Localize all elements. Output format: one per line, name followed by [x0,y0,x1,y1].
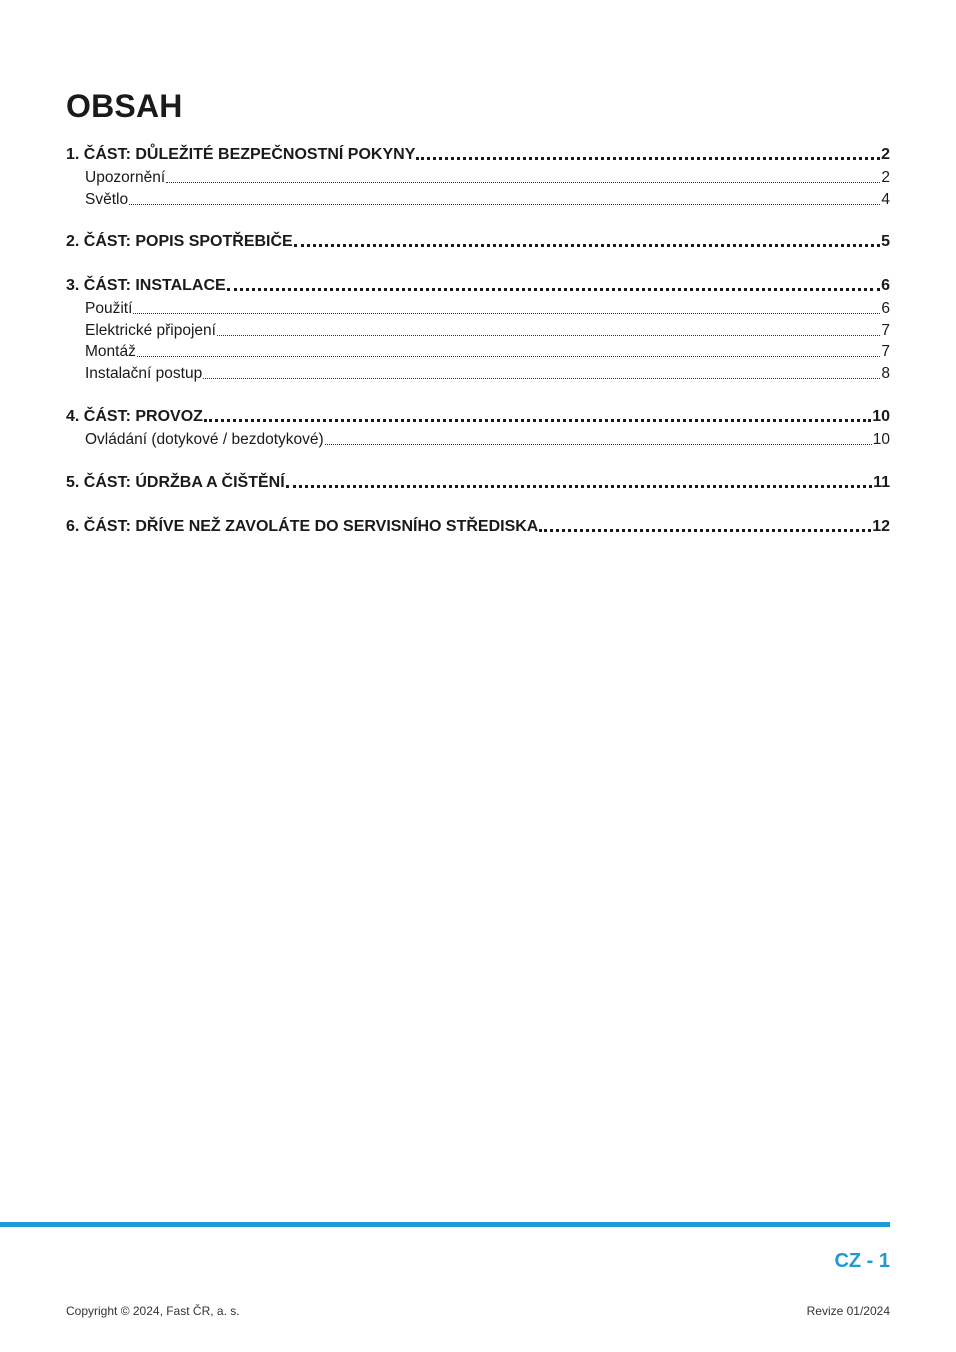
copyright-text: Copyright © 2024, Fast ČR, a. s. [66,1304,240,1318]
toc-entry-title: 2. ČÁST: POPIS SPOTŘEBIČE [66,233,293,250]
toc-section-elektricke-pripojeni[interactable] [66,322,890,340]
toc-page-number: 4 [881,191,890,208]
toc-section-pouziti[interactable] [66,300,890,318]
footer-divider [0,1222,890,1227]
toc-entry-title: 5. ČÁST: ÚDRŽBA A ČIŠTĚNÍ [66,474,285,491]
toc-leader-dots [286,485,872,488]
toc-chapter-2[interactable] [66,233,890,251]
toc-leader-dots [203,378,880,379]
toc-page-number: 2 [881,169,890,186]
toc-leader-dots [325,444,872,445]
page-number: CZ - 1 [834,1250,890,1272]
toc-entry-title: 6. ČÁST: DŘÍVE NEŽ ZAVOLÁTE DO SERVISNÍHO STŘEDISKA [66,518,539,535]
toc-section-ovladani[interactable] [66,431,890,449]
revision-text: Revize 01/2024 [806,1304,890,1318]
toc-page-number: 6 [881,277,890,294]
toc-leader-dots [416,157,880,160]
toc-page-number: 5 [881,233,890,250]
toc-chapter-4[interactable] [66,408,890,426]
toc-entry-title: Elektrické připojení [85,322,216,339]
toc-entry-title: 4. ČÁST: PROVOZ [66,408,203,425]
toc-chapter-1[interactable] [66,146,890,164]
toc-leader-dots [294,244,880,247]
toc-page-number: 7 [881,322,890,339]
toc-page-number: 7 [881,343,890,360]
toc-page-number: 2 [881,146,890,163]
toc-entry-title: Použití [85,300,133,317]
toc-section-montaz[interactable] [66,343,890,361]
toc-leader-dots [227,288,880,291]
toc-page-number: 10 [872,408,890,425]
toc-chapter-3[interactable] [66,277,890,295]
toc-chapter-5[interactable] [66,474,890,492]
toc-entry-title: Instalační postup [85,365,203,382]
toc-entry-title: 1. ČÁST: DŮLEŽITÉ BEZPEČNOSTNÍ POKYNY [66,146,416,163]
toc-section-instalacni-postup[interactable] [66,365,890,383]
toc-leader-dots [217,335,880,336]
toc-section-svetlo[interactable] [66,191,890,209]
toc-leader-dots [166,182,880,183]
toc-entry-title: Světlo [85,191,129,208]
toc-leader-dots [133,313,880,314]
toc-entry-title: 3. ČÁST: INSTALACE [66,277,226,294]
toc-chapter-6[interactable] [66,518,890,536]
toc-page-number: 10 [872,431,890,448]
toc-entry-title: Upozornění [85,169,166,186]
toc-leader-dots [204,419,871,422]
toc-page-number: 8 [881,365,890,382]
toc-section-upozorneni[interactable] [66,169,890,187]
toc-page-number: 12 [872,518,890,535]
toc-page-number: 11 [873,474,890,491]
toc-leader-dots [539,529,871,532]
toc-entry-title: Ovládání (dotykové / bezdotykové) [85,431,324,448]
toc-entry-title: Montáž [85,343,136,360]
toc-leader-dots [137,356,881,357]
toc-leader-dots [129,204,880,205]
toc-page-number: 6 [881,300,890,317]
page-title: OBSAH [66,88,183,124]
